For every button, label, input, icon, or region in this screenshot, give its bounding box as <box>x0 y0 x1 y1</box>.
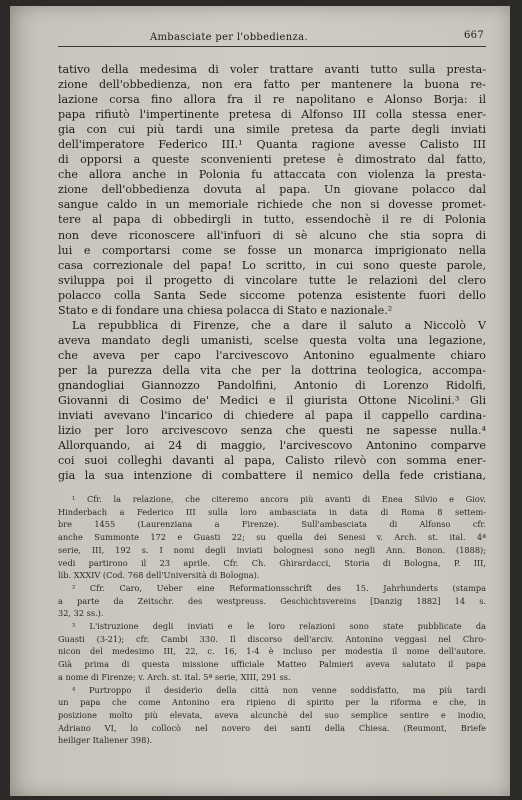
footnote-line: nicon del medesimo III, 22, c. 16, 1-4 è incluso per modestia il nome dell'autore. <box>58 646 486 657</box>
footnote-line: Adriano VI, lo collocò nel novero dei santi della Chiesa. (Reumont, Briefe <box>58 722 486 733</box>
body-line: La repubblica di Firenze, che a dare il saluto a Niccolò V <box>72 318 486 332</box>
body-line: per la purezza della vita che per la dottrina teologica, accompa- <box>58 363 486 377</box>
body-line: Stato e di fondare una chiesa polacca di Stato e nazionale.² <box>58 303 393 317</box>
body-line: sviluppa poi il progetto di vincolare tutte le relazioni del clero <box>58 273 486 287</box>
body-line: inviati avevano l'incarico di chiedere al papa il cappello cardina- <box>58 409 486 423</box>
body-line: che aveva per capo l'arcivescovo Antonino egualmente chiaro <box>58 348 486 362</box>
body-line: Allorquando, ai 24 di maggio, l'arcivescovo Antonino comparve <box>58 439 486 453</box>
footnote-line: anche Summonte 172 e Guasti 22; su quella dei Senesi v. Arch. st. ital. 4ª <box>58 532 486 543</box>
footnote-line: ⁴ Purtroppo il desiderio della città non venne soddisfatto, ma più tardi <box>72 684 486 695</box>
footnote-line: Hinderbach a Federico III sulla loro ambasciata in data di Roma 8 settem- <box>58 506 486 517</box>
body-line: gia con cui più tardi una simile pretesa da parte degli inviati <box>58 123 486 137</box>
body-line: tativo della medesima di voler trattare avanti tutto sulla presta- <box>58 63 486 76</box>
footnote-line: 32, 32 ss.). <box>58 608 104 619</box>
body-line: zione dell'obbedienza, non era fatto per mantenere la buona re- <box>58 78 486 92</box>
footnote-line: serie, III, 192 s. I nomi degli inviati bolognesi sono negli Ann. Bonon. (1888); <box>58 544 486 555</box>
body-line: non deve riconoscere all'infuori di sè alcuno che stia sopra di <box>58 228 486 242</box>
body-line: zione dell'obbedienza dovuta al papa. Un giovane polacco dal <box>58 183 486 197</box>
footnote-line: a nome di Firenze; v. Arch. st. ital. 5ª serie, XIII, 291 ss. <box>58 671 291 682</box>
body-line: che allora anche in Polonia fu attaccata con violenza la presta- <box>58 168 486 182</box>
body-line: aveva mandato degli umanisti, scelse questa volta una legazione, <box>58 333 486 347</box>
body-line: di opporsi a queste sconvenienti pretese è dimostrato dal fatto, <box>58 153 486 167</box>
footnote-line: un papa che come Antonino era ripieno di spirito per la riforma e che, in <box>58 697 486 708</box>
body-line: sangue caldo in un memoriale richiede che non si dovesse promet- <box>58 198 486 212</box>
footnote-line: lib. XXXIV (Cod. 768 dell'Università di Bologna). <box>58 570 260 581</box>
page-header <box>58 28 486 47</box>
body-line: lizio per loro arcivescovo senza che questi ne sapesse nulla.⁴ <box>58 424 486 438</box>
body-line: lazione corsa fino allora fra il re napolitano e Alonso Borja: il <box>58 93 486 107</box>
footnote-line: ¹ Cfr. la relazione, che citeremo ancora più avanti di Enea Silvio e Giov. <box>72 494 486 504</box>
running-title: Ambasciate per l'obbedienza. <box>150 32 308 43</box>
body-line: gia la sua intenzione di combattere il nemico della fede cristiana, <box>58 469 486 483</box>
footnotes <box>58 493 486 747</box>
body-line: coi suoi colleghi davanti al papa, Calisto rilevò con somma ener- <box>58 454 486 468</box>
footnote-line: ² Cfr. Caro, Ueber eine Reformationsschrift des 15. Jahrhunderts (stampa <box>72 582 486 593</box>
footnote-line: ³ L'istruzione degli inviati e le loro relazioni sono state pubblicate da <box>72 621 486 632</box>
footnote-line: posizione molto più elevata, aveva alcunchè del suo semplice sentire e inodio, <box>58 709 486 720</box>
page-number: 667 <box>464 30 484 41</box>
book-page <box>10 6 510 796</box>
footnote-line: Guasti (3-21); cfr. Cambi 330. Il discorso dell'arciv. Antonino veggasi nel Chro- <box>58 633 486 644</box>
footnote-line: a parte da Zeitschr. des westpreuss. Geschichtsvereins [Danzig 1882] 14 s. <box>58 595 486 606</box>
main-text <box>58 62 486 483</box>
footnote-line: heiliger Italiener 398). <box>58 735 153 746</box>
footnote-line: Già prima di questa missione ufficiale Matteo Palmieri aveva salutato il papa <box>58 659 486 670</box>
body-line: lui e comportarsi come se fosse un monarca imprigionato nella <box>58 243 486 257</box>
footnote-line: bre 1455 (Laurenziana a Firenze). Sull'ambasciata di Alfonso cfr. <box>58 519 486 530</box>
body-line: tere al papa di obbedirgli in tutto, essendochè il re di Polonia <box>58 213 486 227</box>
body-line: casa correzionale del papa! Lo scritto, in cui sono queste parole, <box>58 258 486 272</box>
body-line: Giovanni di Cosimo de' Medici e il giurista Ottone Nicolini.³ Gli <box>58 394 486 408</box>
body-line: polacco colla Santa Sede siccome potenza esistente fuori dello <box>58 288 486 302</box>
footnote-line: vedi partirono il 23 aprile. Cfr. Ch. Ghirardacci, Storia di Bologna, P. III, <box>58 557 486 568</box>
body-line: papa rifiutò l'impertinente pretesa di Alfonso III colla stessa ener- <box>58 108 486 122</box>
body-line: gnandogliai Giannozzo Pandolfini, Antonio di Lorenzo Ridolfi, <box>58 378 486 392</box>
body-line: dell'imperatore Federico III.¹ Quanta ragione avesse Calisto III <box>58 138 486 152</box>
